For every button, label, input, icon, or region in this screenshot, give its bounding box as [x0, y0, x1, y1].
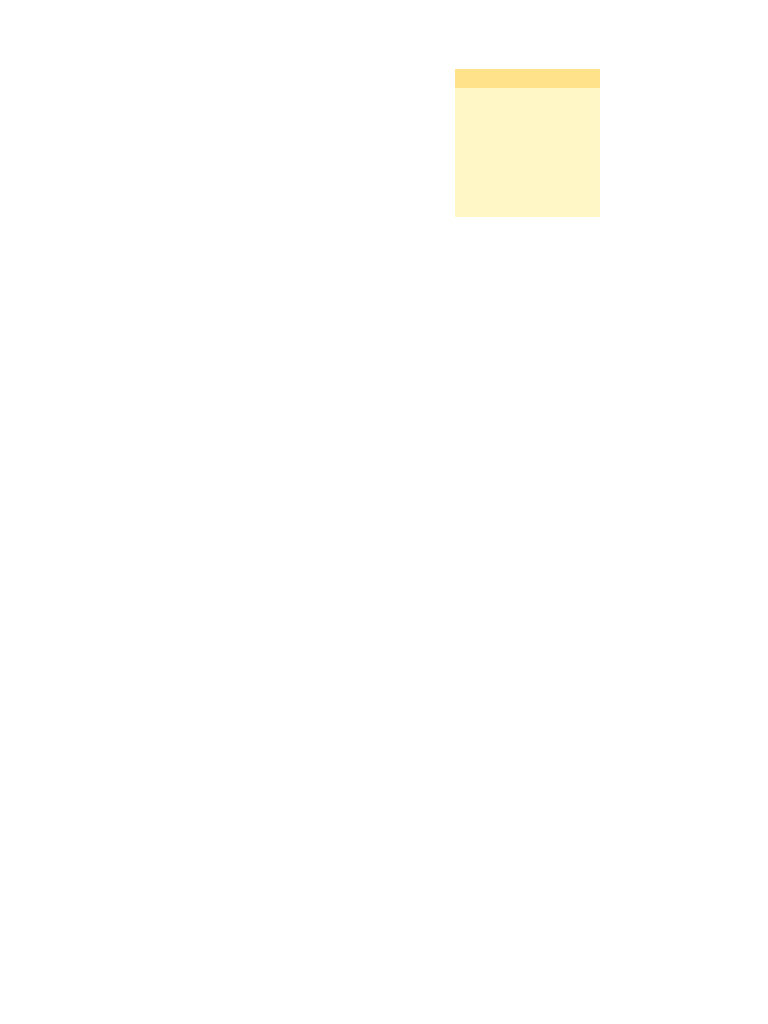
exploration-column-band	[455, 69, 600, 217]
exploration-header	[455, 69, 600, 88]
